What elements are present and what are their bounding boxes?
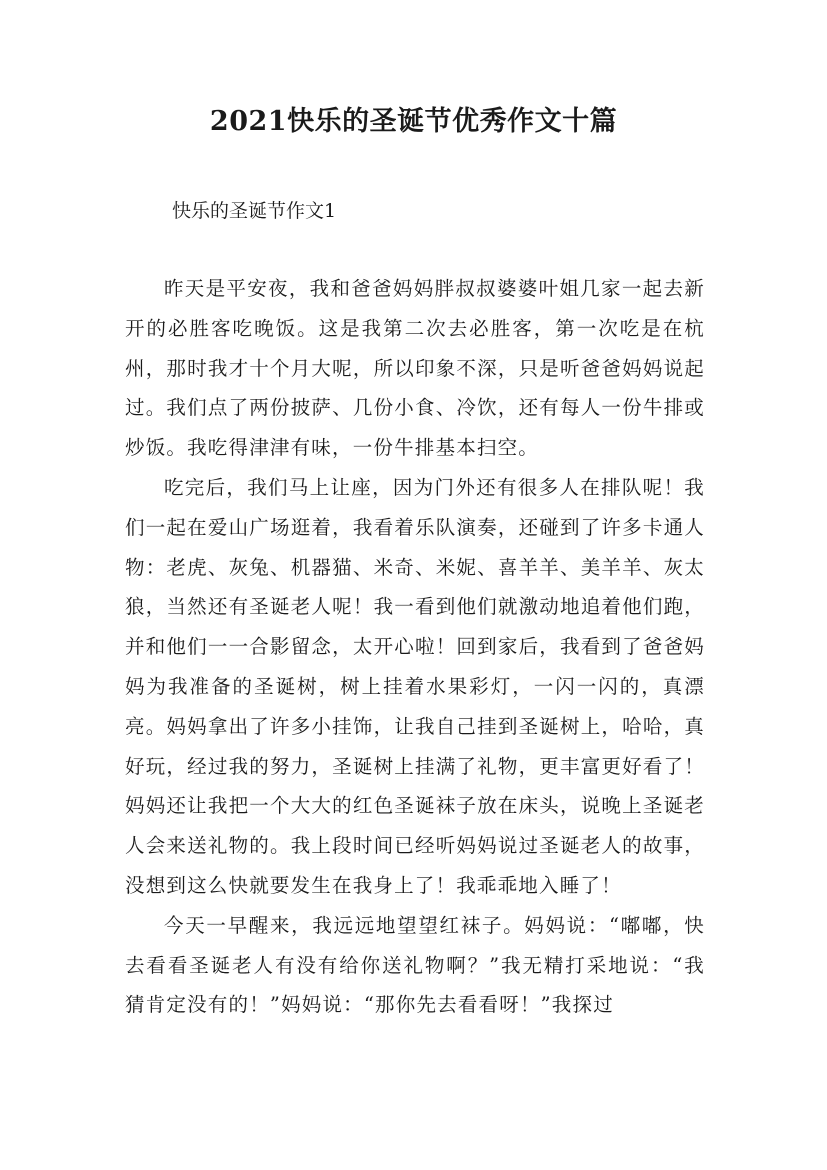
section-heading: 快乐的圣诞节作文1 — [172, 200, 337, 222]
paragraph-2: 吃完后，我们马上让座，因为门外还有很多人在排队呢！我们一起在爱山广场逛着，我看着乐队演奏，还碰到了许多卡通人物：老虎、灰兔、机器猫、米奇、米妮、喜羊羊、美羊羊、灰太狼，当然还有圣诞老人呢！我一看到他们就激动地追着他们跑，并和他们一一合影留念，太开心啦！回到家后，我看到了爸爸妈妈为我准备的圣诞树，树上挂着水果彩灯，一闪一闪的，真漂亮。妈妈拿出了许多小挂饰，让我自己挂到圣诞树上，哈哈，真好玩，经过我的努力，圣诞树上挂满了礼物，更丰富更好看了！妈妈还让我把一个大大的红色圣诞袜子放在床头，说晚上圣诞老人会来送礼物的。我上段时间已经听妈妈说过圣诞老人的故事，没想到这么快就要发生在我身上了！我乖乖地入睡了！ — [125, 475, 705, 897]
essay-body — [125, 269, 705, 1025]
document-title: 2021快乐的圣诞节优秀作文十篇 — [209, 106, 618, 137]
paragraph-1: 昨天是平安夜，我和爸爸妈妈胖叔叔婆婆叶姐几家一起去新开的必胜客吃晚饭。这是我第二次去必胜客，第一次吃是在杭州，那时我才十个月大呢，所以印象不深，只是听爸爸妈妈说起过。我们点了两份披萨、几份小食、冷饮，还有每人一份牛排或炒饭。我吃得津津有味，一份牛排基本扫空。 — [125, 277, 705, 460]
paragraph-3: 今天一早醒来，我远远地望望红袜子。妈妈说：“嘟嘟，快去看看圣诞老人有没有给你送礼物啊？”我无精打采地说：“我猜肯定没有的！”妈妈说：“那你先去看看呀！”我探过 — [125, 913, 705, 1017]
